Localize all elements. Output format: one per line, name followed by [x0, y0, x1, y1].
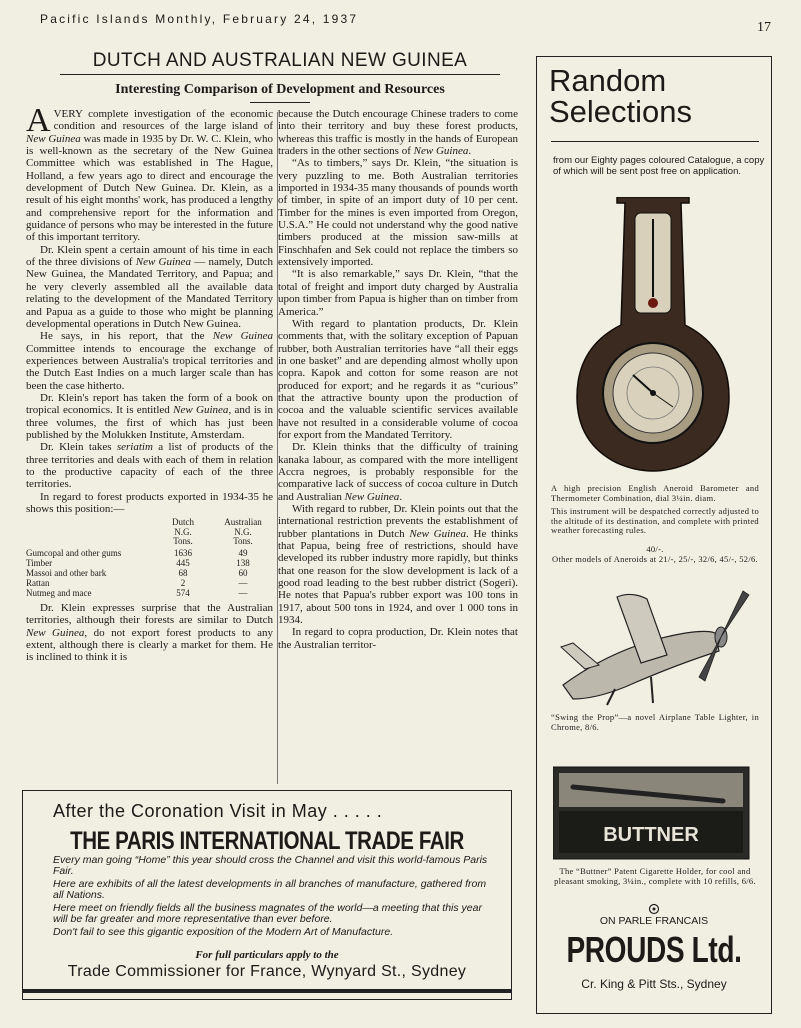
- catalogue-intro: from our Eighty pages coloured Catalogue, a copy of which will be sent post free on application.: [553, 155, 765, 177]
- advert-coronation-line: After the Coronation Visit in May . . . . .: [53, 801, 383, 821]
- paragraph: Dr. Klein expresses surprise that the Australian territories, although their forests are similar to Dutch New Guinea, do not export forest products to any extent, although there is clearly a market for them. He is inclined to think it is: [26, 601, 273, 664]
- table-row: Rattan 2 —: [26, 577, 248, 588]
- cigarette-holder-image: [553, 765, 751, 861]
- page-number: 17: [757, 20, 771, 35]
- barometer-price: 40/-.: [646, 544, 664, 554]
- advert-body: [53, 855, 493, 940]
- article-column-2: [278, 108, 518, 651]
- advert-title: Random Selections: [549, 63, 693, 129]
- paragraph: Dr. Klein thinks that the difficulty of training kanaka labour, as compared with the more intelligent Accra negroes, is probably responsible for the comparative lack of success of cocoa culture in Dutch and Australian New Guinea.: [278, 441, 518, 503]
- table-row: Massoi and other bark 68 60: [26, 567, 248, 578]
- paragraph: “It is also remarkable,” says Dr. Klein, “that the total of freight and import duty charged by Australia upon timber from Papua is higher than on timber from America.”: [278, 268, 518, 318]
- subtitle-rule: [250, 102, 310, 103]
- article-column-1: [26, 102, 274, 664]
- paragraph: In regard to copra production, Dr. Klein notes that the Australian territor-: [278, 626, 518, 651]
- advert-paragraph: Don't fail to see this gigantic exposition of the Modern Art of Manufacture.: [53, 926, 394, 938]
- article-title: DUTCH AND AUSTRALIAN NEW GUINEA: [92, 50, 468, 71]
- holder-caption: The “Buttner” Patent Cigarette Holder, for cool and pleasant smoking, 3¼in., complete with 10 refills, 6/6.: [554, 866, 756, 886]
- paragraph: “As to timbers,” says Dr. Klein, “the situation is very puzzling to me. Both Australian territories imported in 1934-35 many thousands of pounds worth of timber, in spite of an import duty of 10 per cent. Timber for the mines is even imported from Oregon, U.S.A.” He could not understand why the good native timbers produced at the mission saw-mills at Finschhafen and Sek could not replace the timbers so extensively imported.: [278, 157, 518, 269]
- table-header-dutch: Dutch N.G. Tons.: [172, 517, 194, 547]
- title-rule: [551, 141, 759, 142]
- paragraph: AVERY complete investigation of the economic condition and resources of the large island of New Guinea was made in 1935 by Dr. W. C. Klein, who is well-known as the secretary of the New Guinea Committee which was established in The Hague, Holland, a few years ago to direct and encourage the development of Dutch New Guinea. Dr. Klein, as a result of his eight months' work, has produced a lengthy and comprehensive report for the information and guidance of persons who may be interested in the future of this important territory.: [26, 102, 273, 244]
- advert-paragraph: Every man going “Home” this year should cross the Channel and visit this world-famous Paris Fair.: [53, 854, 488, 877]
- prouds-address: Cr. King & Pitt Sts., Sydney: [581, 977, 727, 991]
- advert-fair-title: THE PARIS INTERNATIONAL TRADE FAIR: [70, 827, 464, 855]
- ornament-icon: [647, 903, 661, 915]
- box-label: BUTTNER: [603, 824, 699, 846]
- running-head: Pacific Islands Monthly, February 24, 1937: [40, 12, 359, 26]
- table-row: Nutmeg and mace 574 —: [26, 587, 248, 598]
- other-models: Other models of Aneroids at 21/-, 25/-, 32/6, 45/-, 52/6.: [552, 554, 758, 564]
- airplane-lighter-image: [555, 577, 755, 707]
- advert-bottom-bar: [23, 989, 511, 993]
- paragraph: He says, in his report, that the New Guinea Committee intends to encourage the exchange of experiences between Australia's tropical territories and the Dutch East Indies on a much larger scale than has been the case hitherto.: [26, 330, 273, 392]
- barometer-image: [569, 197, 737, 472]
- title-rule: [60, 74, 500, 75]
- advert-paragraph: Here meet on friendly fields all the business magnates of the world—a meeting that this year will be far greater and more representative than ever before.: [53, 902, 482, 925]
- table-header-row: [26, 517, 273, 548]
- advert-paragraph: Here are exhibits of all the latest developments in all branches of manufacture, gathered from all Nations.: [53, 878, 487, 901]
- airplane-caption: “Swing the Prop”—a novel Airplane Table Lighter, in Chrome, 8/6.: [551, 712, 759, 732]
- article-subtitle: Interesting Comparison of Development and Resources: [115, 82, 445, 97]
- paragraph: With regard to plantation products, Dr. Klein comments that, with the solitary exception of Papuan rubber, both Australian territories have “all their eggs in one basket” and are depending almost wholly upon copra. Kapok and cotton for some reason are not produced for export; and he regards it as “curious” that the attractive bounty upon the production of cocoa and the valuable scientific services available have not resulted in a considerable volume of cocoa for export from the Mandated Territory.: [278, 317, 518, 441]
- advert-trade-commissioner: Trade Commissioner for France, Wynyard St., Sydney: [67, 963, 467, 980]
- prouds-advert: [536, 56, 772, 1014]
- forest-products-table: [26, 517, 273, 598]
- paragraph: In regard to forest products exported in 1934-35 he shows this position:—: [26, 490, 273, 515]
- barometer-caption-detail: This instrument will be despatched correctly adjusted to the altitude of its destination, and complete with printed weather forecasting rules.: [551, 506, 759, 535]
- paragraph: Dr. Klein's report has taken the form of a book on tropical economics. It is entitled New Guinea, and is in three volumes, the first of which has just been published by the Molukken Institute, Amsterdam.: [26, 391, 273, 441]
- table-row: Gumcopal and other gums 1636 49: [26, 547, 248, 558]
- table-row: Timber 445 138: [26, 557, 250, 568]
- paragraph: With regard to rubber, Dr. Klein points out that the international restriction prevents the establishment of rubber plantations in Dutch New Guinea. He thinks that Papua, being free of restrictions, should have developed its rubber industry more rapidly, but thinks that one reason for the slow development is lack of a good road leading to the best rubber district (Sogeri). He notes that Papua's rubber export was 100 tons in 1917, about 500 tons in 1924, and over 1 000 tons in 1934.: [278, 503, 518, 627]
- paragraph: because the Dutch encourage Chinese traders to come into their territory and buy these forest products, whereas this traffic is mostly in the hands of European traders in the other sections of New Guinea.: [278, 108, 518, 158]
- drop-cap: A: [26, 102, 51, 139]
- prouds-name: PROUDS Ltd.: [566, 929, 742, 970]
- paragraph: Dr. Klein spent a certain amount of his time in each of the three divisions of New Guinea — namely, Dutch New Guinea, the Mandated Territory, and Papua; and he very cleverly assembled all the available data relating to the development of the Mandated Territory and Papua as a guide to those who might be planning developmental operations in Dutch New Guinea.: [26, 243, 274, 330]
- barometer-caption: A high precision English Aneroid Barometer and Thermometer Combination, dial 3¼in. diam.: [551, 483, 759, 503]
- advert-particulars: For full particulars apply to the: [195, 949, 339, 961]
- paris-fair-advert: [22, 790, 512, 1000]
- on-parle-francais: ON PARLE FRANCAIS: [599, 915, 709, 927]
- paragraph: Dr. Klein takes seriatim a list of products of the three territories and deals with each of them in relation to the productive capacity of each of the three territories.: [26, 441, 273, 491]
- table-header-australian: Australian N.G. Tons.: [224, 517, 262, 547]
